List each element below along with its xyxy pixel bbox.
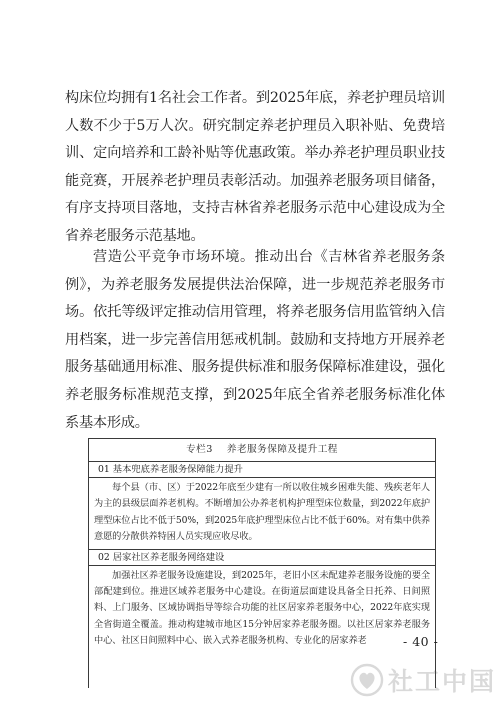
box-title xyxy=(89,439,435,462)
box-title-text: 养老服务保障及提升工程 xyxy=(226,444,338,455)
watermark-text: 社工中国 xyxy=(388,667,497,696)
body-paragraph-1: 构床位均拥有1名社会工作者。到2025年底，养老护理员培训人数不少于5万人次。研究制定养老护理员入职补贴、免费培训、定向培养和工龄补贴等优惠政策。举办养老护理员职业技能竞赛，开展养老护理员表彰活动。加强养老服务项目储备，有序支持项目落地，支持吉林省养老服务示范中心建设成为全省养老服务示范基地。 xyxy=(65,90,445,244)
section-heading-2: 02 居家社区养老服务网络建设 xyxy=(89,549,435,566)
body-paragraph-2: 营造公平竞争市场环境。推动出台《吉林省养老服务条例》，为养老服务发展提供法治保障，进一步规范养老服务市场。依托等级评定推动信用管理，将养老服务信用监管纳入信用档案，进一步完善信用惩戒机制。鼓励和支持地方开展养老服务基础通用标准、服务提供标准和服务保障标准建设，强化养老服务标准规范支撑，到2025年底全省养老服务标准化体系基本形成。 xyxy=(65,249,445,431)
special-column-box xyxy=(88,438,439,688)
page-number: - 40 - xyxy=(403,634,439,649)
section-heading-1: 01 基本兜底养老服务保障能力提升 xyxy=(89,462,435,478)
box-label: 专栏3 xyxy=(186,444,213,455)
section-body-2: 加强社区养老服务设施建设，到2025年，老旧小区未配建养老服务设施的要全部配建到位。推进区域养老服务中心建设。在街道层面建设具备全日托养、日间照料、上门服务、区域协调指导等综合功能的社区居家养老服务中心，2022年底实现全省街道全覆盖。推动构建城市地区15分钟居家养老服务圈。以社区居家养老服务中心、社区日间照料中心、嵌入式养老服务机构、专业化的居家养老 xyxy=(94,569,430,647)
section-body-1: 每个县（市、区）于2022年底至少建有一所以收住城乡困难失能、残疾老年人为主的县级层面养老机构。不断增加公办养老机构护理型床位数量，到2022年底护理型床位占比不低于50%，到2025年底护理型床位占比不低于60%。对有集中供养意愿的分散供养特困人员实现应收尽收。 xyxy=(94,482,430,543)
